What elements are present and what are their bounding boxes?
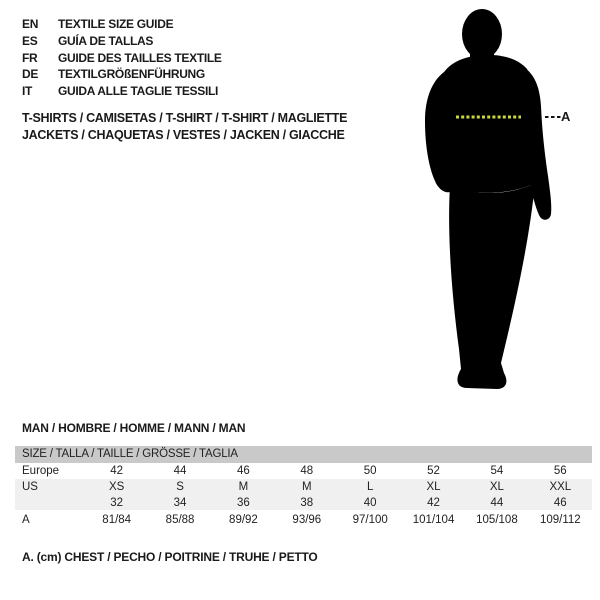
section-title-man: MAN / HOMBRE / HOMME / MANN / MAN	[22, 421, 246, 435]
cell: 101/104	[412, 513, 455, 526]
lang-title: TEXTILGRÖßENFÜHRUNG	[58, 67, 205, 82]
garment-categories	[22, 110, 347, 144]
cell: 85/88	[165, 513, 195, 526]
table-row-us	[15, 479, 592, 495]
cell: 109/112	[539, 513, 581, 526]
cell: 56	[553, 465, 567, 477]
size-table-header: SIZE / TALLA / TAILLE / GRÖSSE / TAGLIA	[15, 446, 592, 463]
lang-code: EN	[22, 17, 39, 31]
man-silhouette	[410, 5, 600, 395]
lang-title: GUÍA DE TALLAS	[58, 33, 154, 48]
lang-row-es	[22, 33, 222, 50]
cell: 40	[363, 496, 377, 509]
lang-row-de	[22, 66, 222, 83]
cell: S	[176, 481, 184, 493]
lang-title: GUIDA ALLE TAGLIE TESSILI	[58, 84, 219, 99]
size-table	[15, 446, 592, 529]
cell: XL	[426, 481, 441, 493]
language-legend	[22, 16, 222, 100]
lang-code: FR	[22, 50, 38, 65]
lang-row-en	[22, 16, 222, 33]
table-row-europe	[15, 463, 592, 479]
table-row-numeric	[15, 495, 592, 510]
cell: XXL	[549, 481, 572, 493]
cell: 36	[237, 496, 250, 509]
table-row-chest-a	[15, 510, 592, 529]
cell: 38	[300, 496, 314, 509]
category-jackets: JACKETS / CHAQUETAS / VESTES / JACKEN / GIACCHE	[22, 128, 345, 142]
row-label: A	[22, 513, 30, 526]
cell: 97/100	[352, 513, 388, 526]
footnote-chest-legend: A. (cm) CHEST / PECHO / POITRINE / TRUHE / PETTO	[22, 550, 318, 564]
cell: 44	[173, 465, 187, 477]
cell: 32	[110, 496, 124, 509]
lang-title: TEXTILE SIZE GUIDE	[58, 17, 174, 31]
category-tshirts: T-SHIRTS / CAMISETAS / T-SHIRT / T-SHIRT / MAGLIETTE	[22, 111, 348, 125]
cell: L	[366, 481, 374, 493]
cell: 50	[363, 465, 377, 477]
lang-code: IT	[22, 84, 33, 99]
cell: XS	[109, 481, 125, 493]
cell: M	[238, 481, 249, 493]
lang-row-it	[22, 83, 222, 100]
cell: 81/84	[102, 513, 132, 526]
cell: XL	[489, 481, 504, 493]
cell: 89/92	[229, 513, 258, 526]
cell: 42	[427, 496, 440, 509]
cell: 46	[553, 496, 567, 509]
lang-code: ES	[22, 33, 38, 48]
measure-label-a: A	[561, 109, 571, 124]
cell: 52	[427, 465, 440, 477]
cell: 34	[173, 496, 187, 509]
cell: 42	[110, 465, 124, 477]
lang-row-fr	[22, 50, 222, 67]
cell: 105/108	[476, 513, 518, 526]
man-silhouette-figure	[410, 5, 600, 395]
row-label: US	[22, 481, 38, 493]
cell: 48	[300, 465, 314, 477]
cell: M	[302, 481, 312, 493]
row-label: Europe	[22, 465, 60, 477]
legs	[449, 183, 535, 389]
cell: 44	[490, 496, 504, 509]
lang-title: GUIDE DES TAILLES TEXTILE	[58, 50, 222, 65]
cell: 54	[490, 465, 504, 477]
cell: 93/96	[292, 513, 322, 526]
cell: 46	[237, 465, 250, 477]
lang-code: DE	[22, 67, 39, 82]
